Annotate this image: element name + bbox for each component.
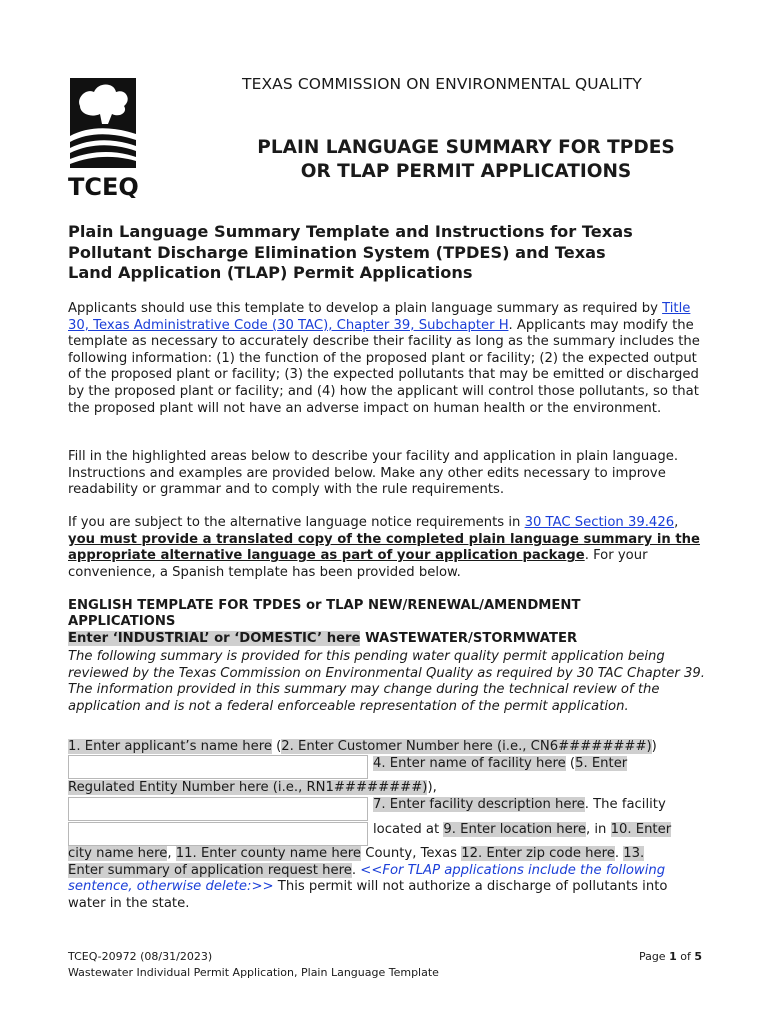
wastewater-type-suffix: WASTEWATER/STORMWATER (360, 630, 578, 646)
page-of-label: of (676, 950, 695, 963)
footer-form-title: Wastewater Individual Permit Application, Plain Language Template (68, 965, 439, 979)
footer-form-number: TCEQ-20972 (08/31/2023) (68, 950, 213, 963)
logo-wordmark: TCEQ (68, 173, 139, 198)
regulated-entity-field-start[interactable]: 5. Enter (575, 756, 628, 771)
form-text: located at (373, 822, 444, 837)
current-page: 1 (669, 950, 677, 963)
county-field[interactable]: 11. Enter county name here (175, 846, 362, 861)
alt-language-lead: If you are subject to the alternative language notice requirements in (68, 515, 525, 530)
form-line-9: water in the state. (68, 896, 190, 911)
alt-language-rest: . For your convenience, a Spanish template has been provided below. (68, 548, 648, 580)
alt-language-paragraph (68, 515, 708, 581)
location-field[interactable]: 9. Enter location here (443, 822, 586, 837)
blank-field-3[interactable] (68, 822, 368, 846)
tlap-instruction-cont: sentence, otherwise delete:>> (68, 879, 274, 894)
form-line-6 (68, 846, 644, 863)
customer-number-field[interactable]: 2. Enter Customer Number here (i.e., CN6########) (281, 739, 652, 754)
template-heading-line-2: APPLICATIONS (68, 614, 176, 630)
intro-paragraph (68, 301, 708, 417)
city-field[interactable]: city name here (68, 846, 168, 861)
regulated-entity-field[interactable]: Regulated Entity Number here (i.e., RN1########) (68, 780, 428, 795)
page-title-line-2: OR TLAP PERMIT APPLICATIONS (300, 161, 632, 182)
form-line-8 (68, 879, 667, 896)
wastewater-type-line (68, 631, 708, 647)
blank-field-1[interactable] (68, 755, 368, 779)
section-heading-line-3: Land Application (TLAP) Permit Applications (68, 263, 473, 282)
template-heading (68, 598, 708, 647)
total-pages: 5 (694, 950, 702, 963)
page-title-line-1: PLAIN LANGUAGE SUMMARY FOR TPDES (257, 137, 675, 158)
template-heading-line-1: ENGLISH TEMPLATE FOR TPDES or TLAP NEW/RENEWAL/AMENDMENT (68, 598, 581, 613)
agency-name: TEXAS COMMISSION ON ENVIRONMENTAL QUALITY (242, 75, 642, 93)
page-label: Page (638, 950, 670, 963)
form-sep: ( (271, 739, 282, 754)
form-line-7 (68, 863, 665, 880)
wastewater-type-field[interactable]: Enter ‘INDUSTRIAL’ or ‘DOMESTIC’ here (68, 630, 361, 646)
form-text: . The facility (584, 797, 666, 812)
form-text: , in (585, 822, 611, 837)
tlap-sentence: This permit will not authorize a discharge of pollutants into (273, 879, 668, 894)
zip-code-field[interactable]: 12. Enter zip code here (461, 846, 615, 861)
tceq-logo (66, 76, 144, 198)
template-intro: The following summary is provided for this pending water quality permit application being reviewed by the Texas Commission on Environmental Quality as required by 30 TAC Chapter 39. The information provided in this summary may change during the technical review of the application and is not a federal enforceable representation of the permit application. (68, 649, 705, 714)
form-sep: ) (651, 739, 657, 754)
intro-text-rest: . Applicants may modify the template as necessary to accurately describe their facility as long as the summary includes the following information: (1) the function of the proposed plant or facility; (2) the expected output of the proposed plant or facility; (3) the expected pollutants that may be emitted or discharged by the proposed plant or facility; and (4) how the applicant will control those pollutants, so that the proposed plant will not have an adverse impact on human health or the environment. (68, 317, 700, 416)
form-line-4 (373, 797, 666, 814)
form-text: . (351, 863, 361, 878)
section-heading-line-1: Plain Language Summary Template and Instructions for Texas (68, 222, 633, 241)
blank-field-2[interactable] (68, 797, 368, 821)
application-summary-field[interactable]: Enter summary of application request here (68, 863, 352, 878)
applicant-name-field[interactable]: 1. Enter applicant’s name here (68, 739, 272, 754)
translation-requirement: you must provide a translated copy of the completed plain language summary in the appropriate alternative language as part of your application package (68, 531, 700, 564)
instructions-paragraph: Fill in the highlighted areas below to describe your facility and application in plain language. Instructions and examples are provided below. Make any other edits necessary to improve readability or grammar and to comply with the rule requirements. (68, 449, 679, 498)
summary-field-start[interactable]: 13. (623, 846, 645, 861)
form-sep: ( (565, 756, 576, 771)
form-sep: ), (427, 780, 437, 795)
chapter-39-link[interactable]: Title 30, Texas Administrative Code (30 TAC), Chapter 39, Subchapter H (68, 301, 691, 333)
form-text: , (167, 846, 176, 861)
form-line-2 (373, 756, 627, 773)
section-39-426-link[interactable]: 30 TAC Section 39.426 (524, 515, 675, 530)
form-line-3 (68, 780, 437, 797)
tlap-instruction: <<For TLAP applications include the following (360, 863, 666, 878)
alt-language-sep: , (674, 515, 679, 530)
page-number (560, 949, 702, 965)
facility-name-field[interactable]: 4. Enter name of facility here (373, 756, 566, 771)
section-heading-line-2: Pollutant Discharge Elimination System (TPDES) and Texas (68, 242, 606, 262)
section-heading (68, 222, 708, 284)
form-text: County, Texas (361, 846, 462, 861)
facility-description-field[interactable]: 7. Enter facility description here (373, 797, 585, 812)
form-line-1 (68, 739, 657, 756)
intro-text-lead: Applicants should use this template to develop a plain language summary as required by (68, 301, 663, 316)
footer-form-info (68, 949, 439, 980)
form-line-5 (373, 822, 671, 839)
page-title (226, 136, 706, 184)
form-text: . (614, 846, 624, 861)
city-field-start[interactable]: 10. Enter (610, 822, 672, 837)
